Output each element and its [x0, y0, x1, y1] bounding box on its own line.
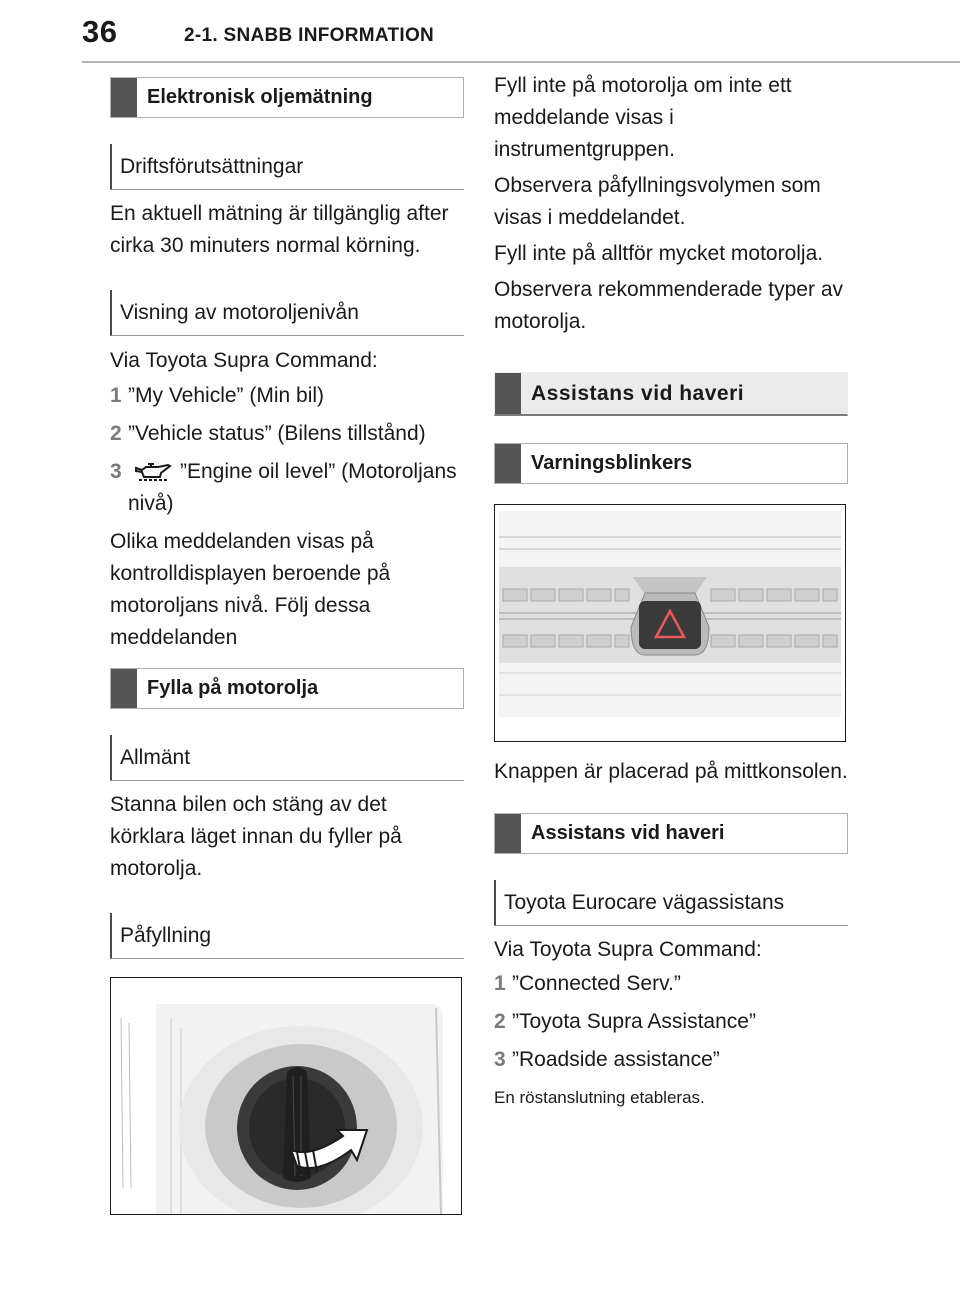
box-title-text: Varningsblinkers: [531, 452, 693, 474]
box-title-text: Fylla på motorolja: [147, 677, 319, 699]
step-number: 1: [110, 384, 122, 407]
right-column: [494, 70, 848, 1110]
step-number: 3: [110, 460, 122, 483]
subtitle-oil-level-display: [110, 290, 464, 336]
step-text: ”Engine oil level” (Motoroljans nivå): [128, 460, 457, 515]
page-number: 36: [82, 14, 118, 49]
step-item: [110, 456, 464, 520]
header-rule: [82, 61, 960, 63]
paragraph-command-intro: Via Toyota Supra Command:: [110, 349, 378, 372]
paragraph-stop-car: Stanna bilen och stäng av det körklara läget innan du fyller på motorolja.: [110, 793, 402, 880]
section-title-text: Assistans vid haveri: [531, 381, 745, 405]
hazard-button-figure: [494, 504, 846, 742]
paragraph-volume: Observera påfyllningsvolymen som visas i meddelandet.: [494, 174, 821, 229]
page-header: [0, 0, 960, 62]
step-item: [110, 380, 464, 412]
box-title-electronic-oil: [110, 77, 464, 118]
step-item: [494, 1044, 848, 1076]
subtitle-text: Påfyllning: [120, 923, 212, 947]
box-title-hazard-lights: [494, 443, 848, 484]
box-title-text: Assistans vid haveri: [531, 822, 725, 844]
paragraph-button-location: Knappen är placerad på mittkonsolen.: [494, 760, 848, 783]
subtitle-operating-conditions: [110, 144, 464, 190]
step-number: 2: [110, 422, 122, 445]
step-number: 2: [494, 1010, 506, 1033]
paragraph-messages: Olika meddelanden visas på kontrolldisplayen beroende på motoroljans nivå. Följ dessa meddelanden: [110, 530, 391, 649]
subtitle-text: Allmänt: [120, 745, 191, 769]
subtitle-text: Toyota Eurocare vägassistans: [504, 890, 785, 914]
box-title-breakdown-assistance: [494, 813, 848, 854]
step-text-with-icon: [128, 456, 464, 520]
chapter-title: 2-1. SNABB INFORMATION: [184, 25, 435, 46]
step-text: ”My Vehicle” (Min bil): [128, 384, 325, 407]
paragraph-not-overfill: Fyll inte på alltför mycket motorolja.: [494, 242, 824, 265]
step-item: [110, 418, 464, 450]
step-number: 1: [494, 972, 506, 995]
step-text: ”Roadside assistance”: [512, 1048, 720, 1071]
paragraph-measurement: En aktuell mätning är tillgänglig after cirka 30 minuters normal körning.: [110, 202, 449, 257]
oil-filler-cap-illustration: [111, 978, 461, 1214]
paragraph-recommended-types: Observera rekommenderade typer av motorolja.: [494, 278, 843, 333]
oil-filler-cap-figure: [110, 977, 462, 1215]
box-title-fill-oil: [110, 668, 464, 709]
note-voice-connection: En röstanslutning etableras.: [494, 1088, 705, 1107]
step-text: ”Toyota Supra Assistance”: [512, 1010, 756, 1033]
subtitle-general: [110, 735, 464, 781]
step-number: 3: [494, 1048, 506, 1071]
subtitle-filling: [110, 913, 464, 959]
step-text: ”Vehicle status” (Bilens tillstånd): [128, 422, 426, 445]
hazard-button-illustration: [495, 505, 845, 741]
oil-can-icon: [134, 461, 174, 483]
box-title-text: Elektronisk oljemätning: [147, 86, 373, 108]
subtitle-text: Visning av motoroljenivån: [120, 300, 359, 324]
step-text: ”Connected Serv.”: [512, 972, 681, 995]
subtitle-text: Driftsförutsättningar: [120, 154, 304, 178]
subtitle-eurocare: [494, 880, 848, 926]
step-item: [494, 968, 848, 1000]
section-title-breakdown-assistance: [494, 372, 848, 416]
paragraph-command-intro-right: Via Toyota Supra Command:: [494, 938, 762, 961]
paragraph-no-refill: Fyll inte på motorolja om inte ett meddelande visas i instrumentgruppen.: [494, 74, 792, 161]
left-column: [110, 77, 464, 1215]
step-item: [494, 1006, 848, 1038]
